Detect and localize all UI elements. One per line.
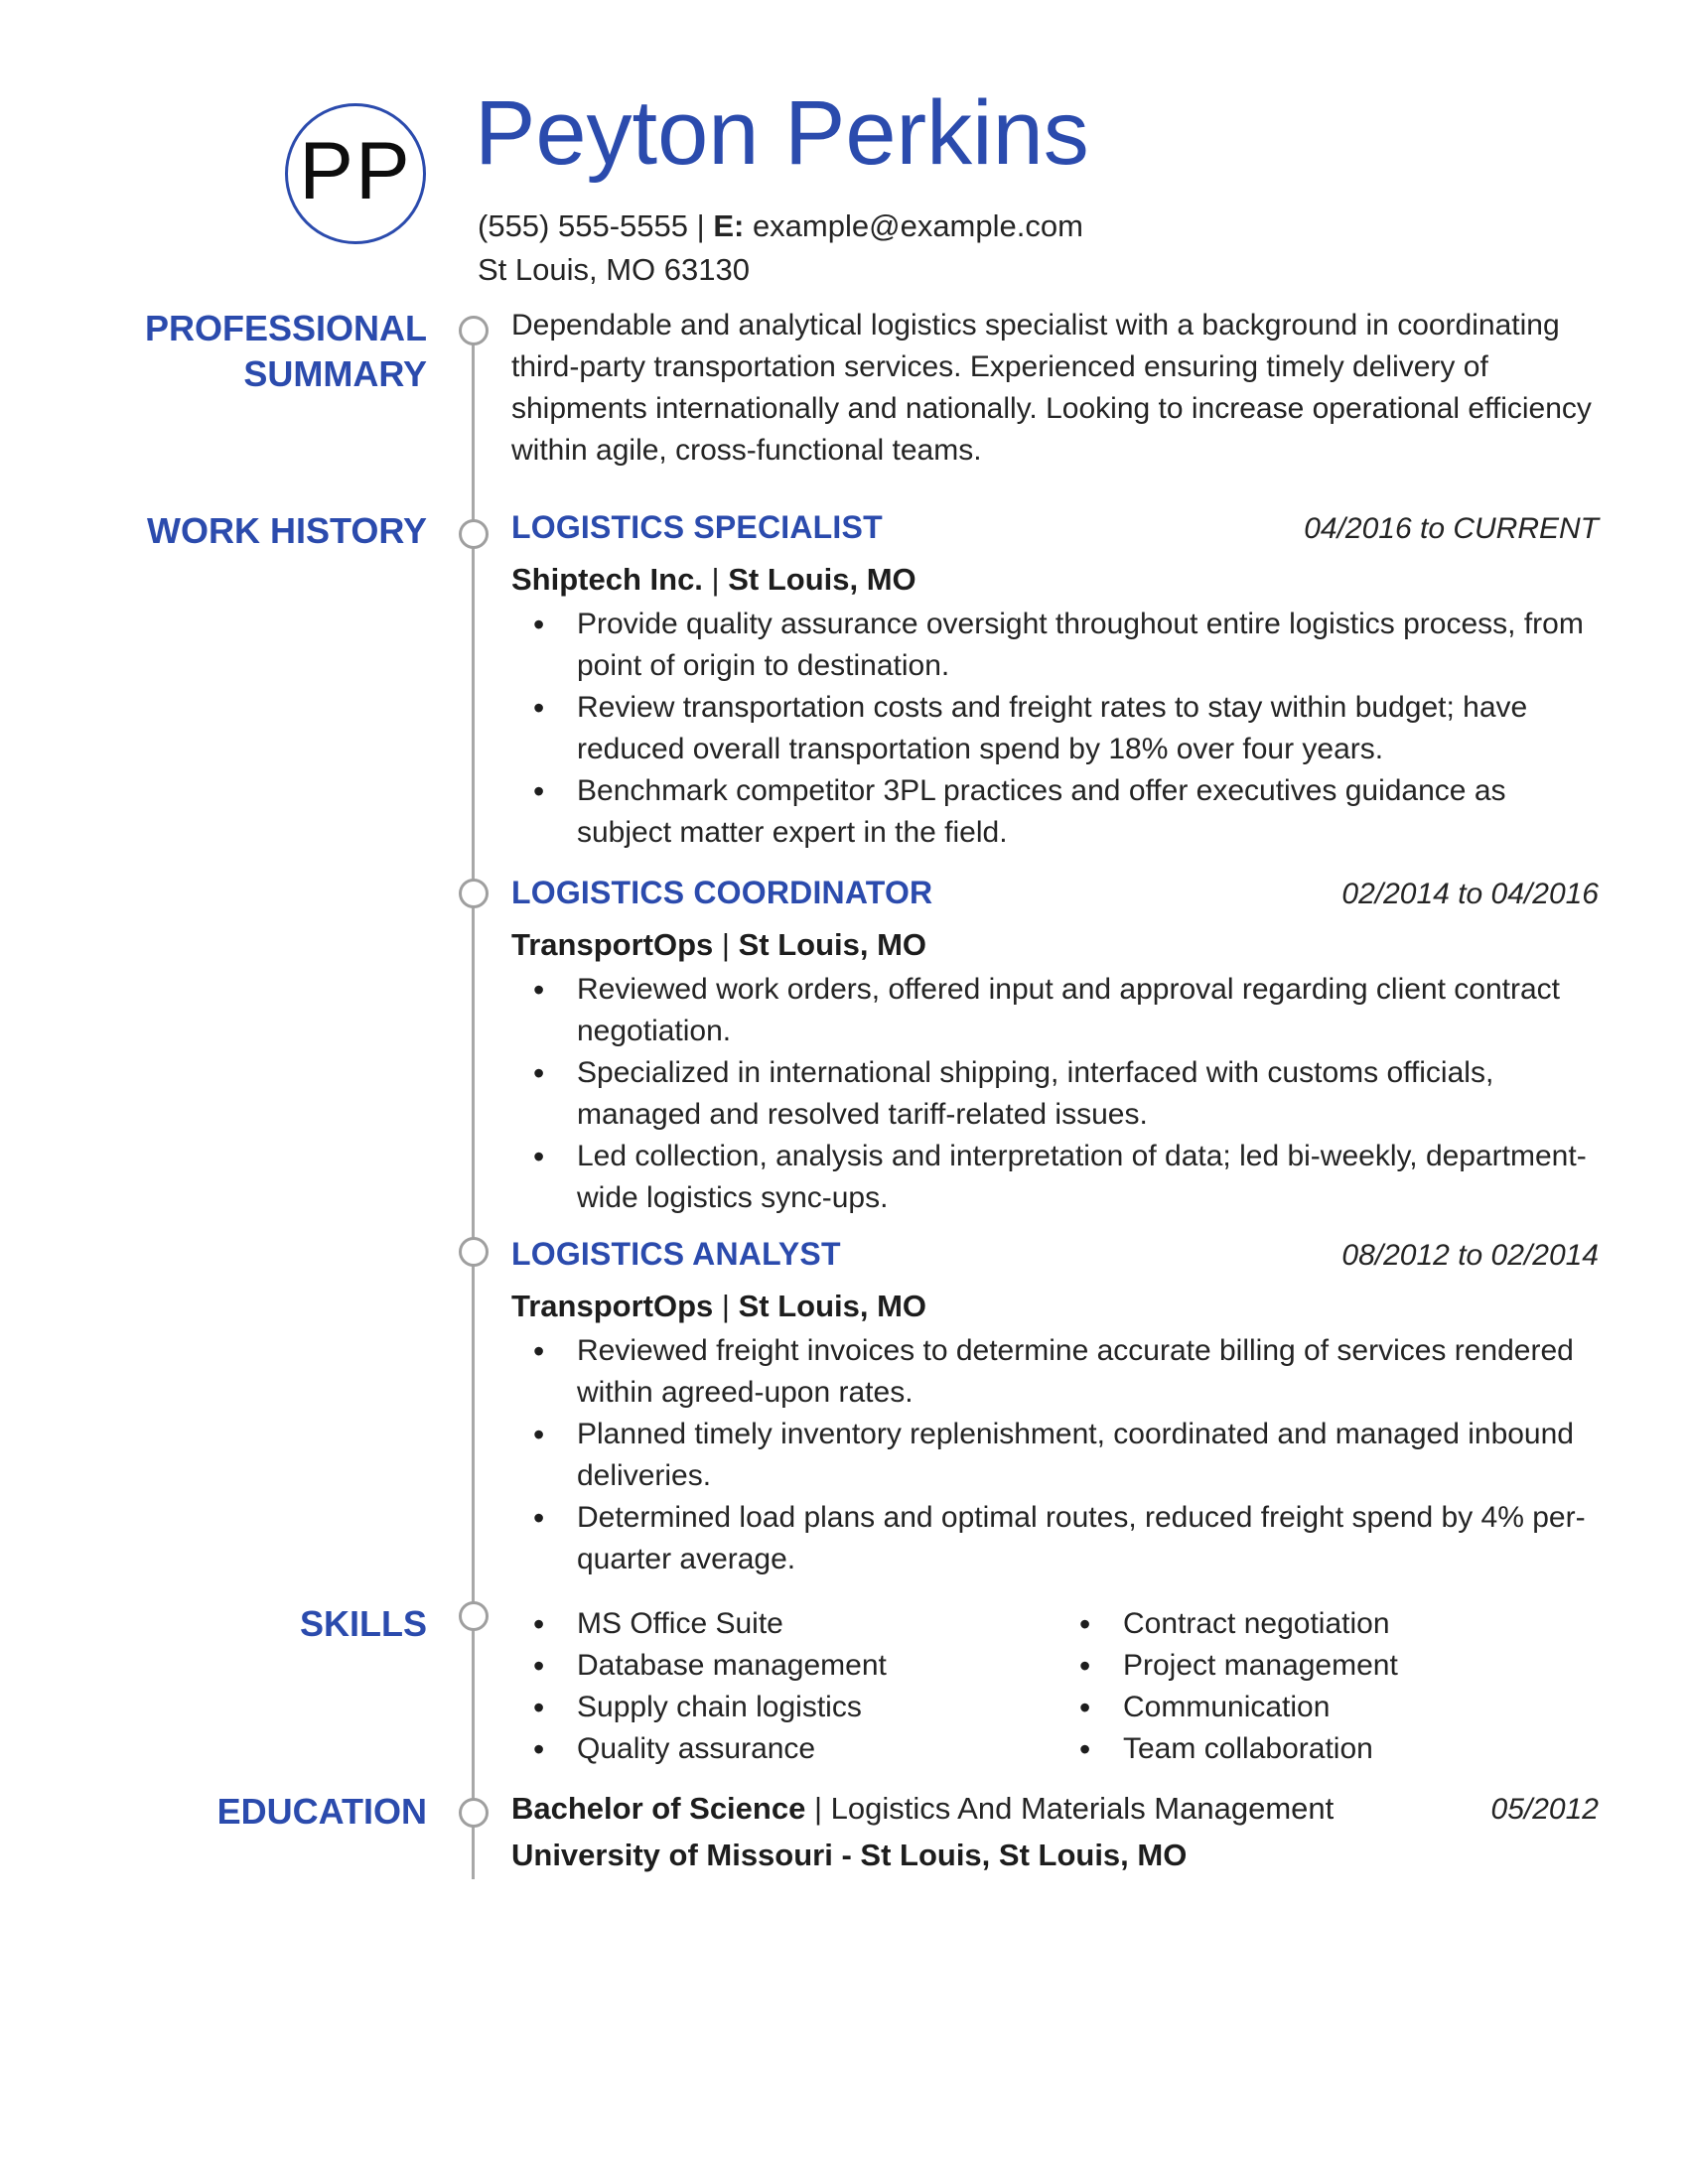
- contact-block: [478, 205, 1083, 292]
- degree-line: [511, 1788, 1334, 1830]
- job-company-line: [511, 559, 1599, 600]
- job-bullet: • Provide quality assurance oversight throughout entire logistics process, from point of origin to destination.: [511, 604, 1599, 687]
- job-dates: 08/2012 to 02/2014: [1341, 1239, 1599, 1272]
- degree-field: Logistics And Materials Management: [830, 1791, 1335, 1826]
- job-title: LOGISTICS COORDINATOR: [511, 875, 933, 910]
- email-address: example@example.com: [752, 208, 1083, 243]
- job-header: [511, 507, 1599, 549]
- job-bullet: • Benchmark competitor 3PL practices and offer executives guidance as subject matter expert in the field.: [511, 770, 1599, 854]
- separator: |: [696, 208, 705, 243]
- company-location: St Louis, MO: [728, 562, 916, 597]
- company-name: Shiptech Inc.: [511, 562, 703, 597]
- timeline-node-education: [459, 1798, 489, 1828]
- contact-line: [478, 205, 1083, 248]
- job-header: [511, 873, 1599, 914]
- education-date: 05/2012: [1490, 1793, 1599, 1826]
- skill-item: • Team collaboration: [1057, 1728, 1398, 1770]
- timeline-node-skills: [459, 1601, 489, 1631]
- education-degree-row: [511, 1788, 1599, 1831]
- job-bullet: • Review transportation costs and freight rates to stay within budget; have reduced overall transportation spend by 18% over four years.: [511, 687, 1599, 770]
- company-location: St Louis, MO: [738, 927, 927, 962]
- job-bullet: • Specialized in international shipping, interfaced with customs officials, managed and resolved tariff-related issues.: [511, 1052, 1599, 1136]
- job-entry-1: [511, 507, 1599, 854]
- job-bullet: • Determined load plans and optimal routes, reduced freight spend by 4% per-quarter average.: [511, 1497, 1599, 1580]
- skill-item: • Communication: [1057, 1687, 1398, 1728]
- section-heading-professional-summary: PROFESSIONAL SUMMARY: [144, 308, 427, 394]
- company-location: St Louis, MO: [738, 1289, 927, 1323]
- summary-text: Dependable and analytical logistics specialist with a background in coordinating third-party transportation services. Experienced ensuring timely delivery of shipments internationally and nationally. Looking to increase operational efficiency within agile, cross-functional teams.: [511, 309, 1592, 467]
- monogram-initials: PP: [299, 126, 412, 216]
- job-entry-2: [511, 873, 1599, 1219]
- company-name: TransportOps: [511, 1289, 714, 1323]
- timeline-node-job-1: [459, 519, 489, 549]
- skill-item: • MS Office Suite: [511, 1603, 1057, 1645]
- skill-item: • Contract negotiation: [1057, 1603, 1398, 1645]
- skill-item: • Project management: [1057, 1645, 1398, 1687]
- separator: |: [813, 1791, 823, 1826]
- job-bullet-list: [511, 604, 1599, 854]
- job-bullet-list: [511, 1330, 1599, 1580]
- timeline-node-summary: [459, 316, 489, 345]
- skill-item: • Database management: [511, 1645, 1057, 1687]
- skills-section: [511, 1599, 1599, 1770]
- timeline-node-job-2: [459, 879, 489, 908]
- job-header: [511, 1234, 1599, 1276]
- avatar: [285, 103, 426, 244]
- timeline-line: [472, 331, 475, 1879]
- education-school: University of Missouri - St Louis, St Louis, MO: [511, 1838, 1188, 1872]
- section-heading-education: EDUCATION: [216, 1791, 427, 1832]
- separator: |: [721, 927, 730, 962]
- job-bullet: • Reviewed work orders, offered input and approval regarding client contract negotiation.: [511, 969, 1599, 1052]
- section-heading-skills: SKILLS: [299, 1603, 427, 1644]
- job-bullet: • Led collection, analysis and interpretation of data; led bi-weekly, department-wide logistics sync-ups.: [511, 1136, 1599, 1219]
- job-dates: 04/2016 to CURRENT: [1304, 512, 1599, 545]
- skills-column-2: [1057, 1603, 1398, 1770]
- phone-number: (555) 555-5555: [478, 208, 688, 243]
- email-label: E:: [713, 208, 745, 243]
- degree-name: Bachelor of Science: [511, 1791, 806, 1826]
- separator: |: [711, 562, 720, 597]
- education-section: [511, 1788, 1599, 1876]
- job-company-line: [511, 924, 1599, 965]
- job-entry-3: [511, 1234, 1599, 1580]
- skills-column-1: [511, 1603, 1057, 1770]
- job-dates: 02/2014 to 04/2016: [1341, 878, 1599, 910]
- address-line: St Louis, MO 63130: [478, 252, 750, 287]
- separator: |: [721, 1289, 730, 1323]
- job-bullet: • Reviewed freight invoices to determine accurate billing of services rendered within agreed-upon rates.: [511, 1330, 1599, 1414]
- timeline-node-job-3: [459, 1237, 489, 1267]
- job-title: LOGISTICS ANALYST: [511, 1236, 841, 1272]
- skill-item: • Supply chain logistics: [511, 1687, 1057, 1728]
- company-name: TransportOps: [511, 927, 714, 962]
- section-heading-work-history: WORK HISTORY: [146, 510, 427, 551]
- job-company-line: [511, 1286, 1599, 1326]
- job-title: LOGISTICS SPECIALIST: [511, 509, 883, 545]
- person-name: Peyton Perkins: [475, 82, 1089, 184]
- skill-item: • Quality assurance: [511, 1728, 1057, 1770]
- job-bullet: • Planned timely inventory replenishment, coordinated and managed inbound deliveries.: [511, 1414, 1599, 1497]
- job-bullet-list: [511, 969, 1599, 1219]
